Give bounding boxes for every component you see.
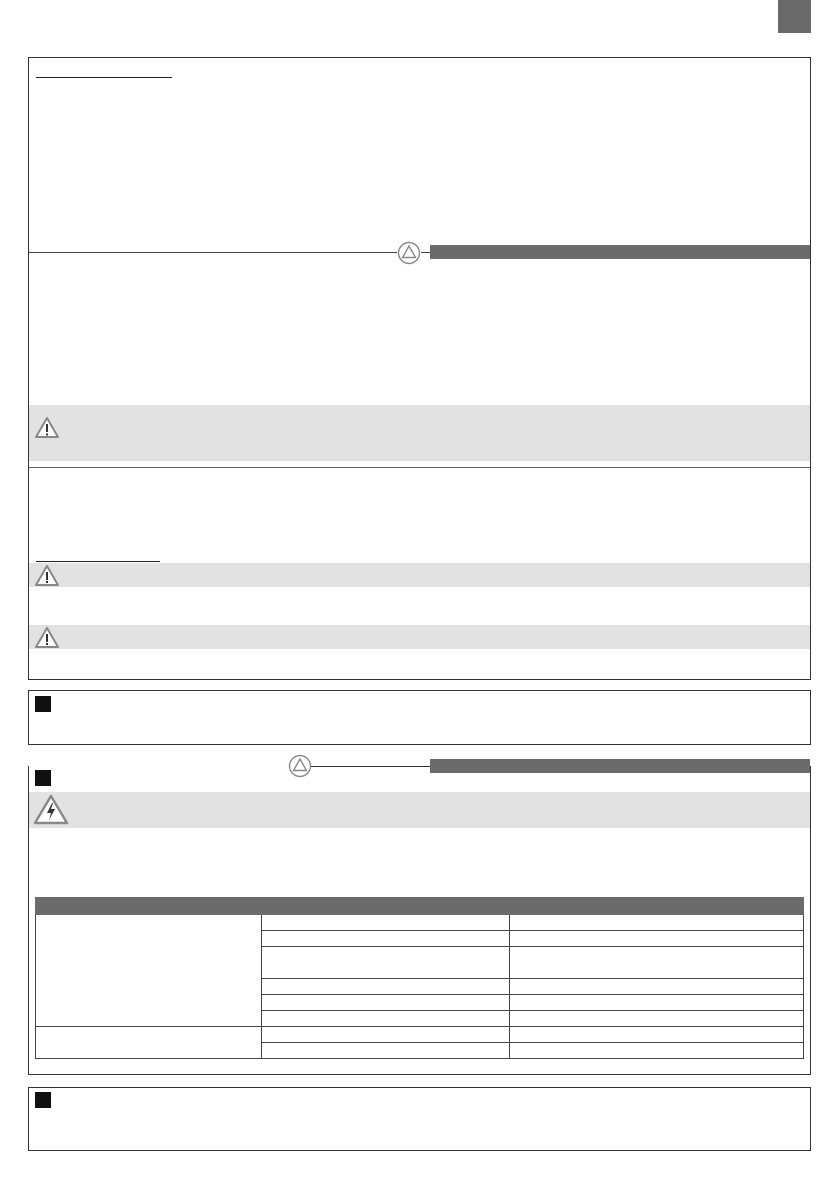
spec-table: [35, 897, 804, 1059]
electric-warning-band: [29, 792, 810, 828]
warning-triangle-icon: [34, 626, 60, 650]
electric-hazard-icon: [33, 794, 69, 826]
black-square-marker: [35, 696, 51, 712]
triangle-circle-icon: [288, 754, 312, 778]
black-square-marker: [35, 770, 51, 786]
warning-triangle-icon: [34, 564, 60, 588]
section-header-bar: [430, 245, 810, 259]
triangle-circle-icon: [397, 241, 421, 265]
page-corner-tab: [778, 0, 811, 33]
section-divider: [29, 252, 397, 253]
warning-band-2: [29, 563, 810, 587]
section-divider-3: [29, 766, 289, 767]
table-header-row: [36, 898, 804, 915]
section-heading-underline: [36, 77, 172, 78]
subsection-heading-underline: [36, 561, 160, 562]
black-square-marker: [35, 1092, 51, 1108]
section-header-bar: [430, 759, 810, 773]
warning-band-3: [29, 625, 810, 649]
table-row: [36, 1027, 804, 1043]
warning-triangle-icon: [34, 415, 60, 441]
table-row: [36, 915, 804, 931]
section-panel-4: [28, 1087, 811, 1151]
section-divider-2: [29, 467, 810, 468]
warning-band: [29, 405, 810, 461]
section-panel-2: [28, 690, 811, 745]
